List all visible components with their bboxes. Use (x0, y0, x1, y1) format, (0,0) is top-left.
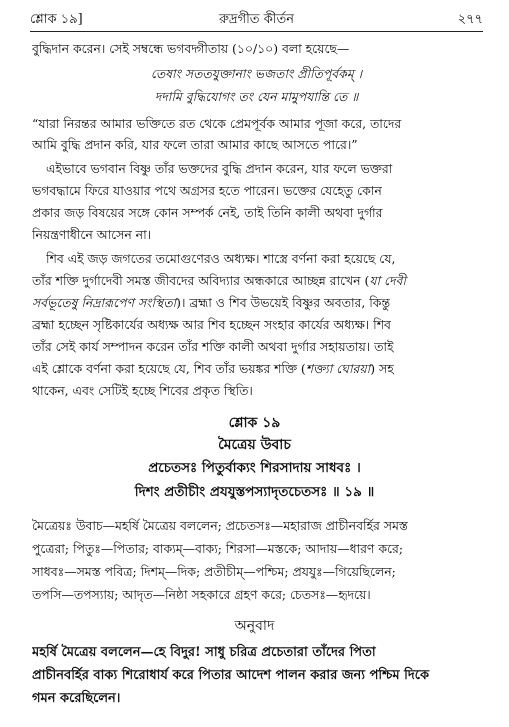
body-line: থাকেন, এবং সেটিই হচ্ছে শিবের প্রকৃত স্থিতি। (32, 383, 253, 398)
body-line: ব্রহ্মা হচ্ছেন সৃষ্টিকার্যের অধ্যক্ষ আর শিব হচ্ছেন সংহার কার্যের অধ্যক্ষ। শিব (32, 317, 391, 332)
page-header (30, 10, 483, 32)
body-line: প্রকার জড় বিষয়ের সঙ্গে কোন সম্পর্ক নেই, তাই তিনি কালী অথবা দুর্গার (32, 205, 383, 220)
header-chapter-title: রুদ্রগীত কীর্তন (218, 12, 295, 27)
translation-line: মহর্ষি মৈত্রেয় বললেন—হে বিদুর! সাধু চরিত্র প্রচেতারা তাঁদের পিতা (32, 645, 376, 660)
italic-quote: শক্ত্যা ঘোরয়া (305, 361, 371, 376)
body-line: “যারা নিরন্তর আমার ভক্তিতে রত থেকে প্রেমপূর্বক আমার পূজা করে, তাদের (32, 116, 402, 131)
sloka-speaker: মৈত্রেয় উবাচ (218, 437, 291, 453)
gita-quote-line: তেষাং সততযুক্তানাং ভজতাং প্রীতিপূর্বকম্ । (150, 66, 363, 81)
synonyms-line: মৈত্রেয়ঃ উবাচ—মহর্ষি মৈত্রেয় বললেন; প্রচেতসঃ—মহারাজ প্রাচীনবর্হির সমস্ত (32, 518, 408, 533)
body-text: ) সহ (370, 361, 394, 376)
translation-line: প্রাচীনবর্হির বাক্য শিরোধার্য করে পিতার আদেশ পালন করার জন্য পশ্চিম দিকে (32, 668, 430, 683)
italic-quote: যা দেবী (369, 273, 406, 288)
sloka-verse-line: প্রচেতসঃ পিতুর্বাক্যং শিরসাদায় সাধবঃ । (148, 460, 361, 476)
body-line: ভগবদ্ধামে ফিরে যাওয়ার পথে অগ্রসর হতে পারেন। ভক্তের যেহেতু কোন (32, 183, 382, 198)
italic-quote: সর্বভূতেষু নিদ্রারূপেণ সংস্থিতা (32, 295, 177, 310)
translation-heading: অনুবাদ (234, 618, 275, 634)
synonyms-line: পুত্রেরা; পিতুঃ—পিতার; বাক্যম্—বাক্য; শিরসা—মস্তকে; আদায়—ধারণ করে; (32, 541, 404, 556)
body-line: নিয়ন্ত্রণাধীনে আসেন না। (32, 227, 152, 242)
body-text: তাঁর শক্তি দুর্গাদেবী সমস্ত জীবদের অবিদ্যার অন্ধকারে আচ্ছন্ন রাখেন ( (32, 273, 370, 288)
body-line: শিব এই জড় জগতের তমোগুণেরও অধ্যক্ষ। শাস্ত্রে বর্ণনা করা হয়েছে যে, (46, 251, 396, 266)
body-line: তাঁর সেই কার্য সম্পাদন করেন তাঁর শক্তি কালী অথবা দুর্গার সহায়তায়। তাই (32, 339, 394, 354)
body-line (32, 270, 481, 291)
synonyms-line: সাধবঃ—সমস্ত পবিত্র; দিশম্—দিক; প্রতীচীম্—পশ্চিম; প্রযযুঃ—গিয়েছিলেন; (32, 564, 396, 579)
body-line (32, 292, 481, 313)
sloka-title: শ্লোক ১৯ (228, 415, 281, 431)
sloka-verse-line: দিশং প্রতীচীং প্রযযুস্তপস্যাদৃতচেতসঃ ॥ ১৯ ॥ (134, 484, 375, 500)
gita-quote-line: দদামি বুদ্ধিযোগং তং যেন মামুপযান্তি তে ॥ (154, 89, 359, 104)
header-rule (30, 31, 483, 32)
body-line: আমি বুদ্ধি প্রদান করি, যার ফলে তারা আমার কাছে আসতে পারে।” (32, 137, 358, 152)
translation-line: গমন করেছিলেন। (32, 691, 121, 706)
body-text: )। ব্রহ্মা ও শিব উভয়েই বিষ্ণুর অবতার, কিন্তু (176, 295, 390, 310)
synonyms-line: তপসি—তপস্যায়; আদৃত—নিষ্ঠা সহকারে গ্রহণ করে; চেতসঃ—হৃদয়ে। (32, 587, 371, 602)
header-verse-ref: শ্লোক ১৯] (30, 12, 83, 27)
page-number: ২৭৭ (457, 12, 483, 27)
body-line (32, 358, 481, 379)
body-text: এই শ্লোকে বর্ণনা করা হয়েছে যে, শিব তাঁর ভয়ঙ্কর শক্তি ( (32, 361, 306, 376)
body-line: বুদ্ধিদান করেন। সেই সম্বন্ধে ভগবদ্গীতায় (১০/১০) বলা হয়েছে— (32, 41, 350, 56)
body-line: এইভাবে ভগবান বিষ্ণু তাঁর ভক্তদের বুদ্ধি প্রদান করেন, যার ফলে ভক্তরা (46, 161, 393, 176)
